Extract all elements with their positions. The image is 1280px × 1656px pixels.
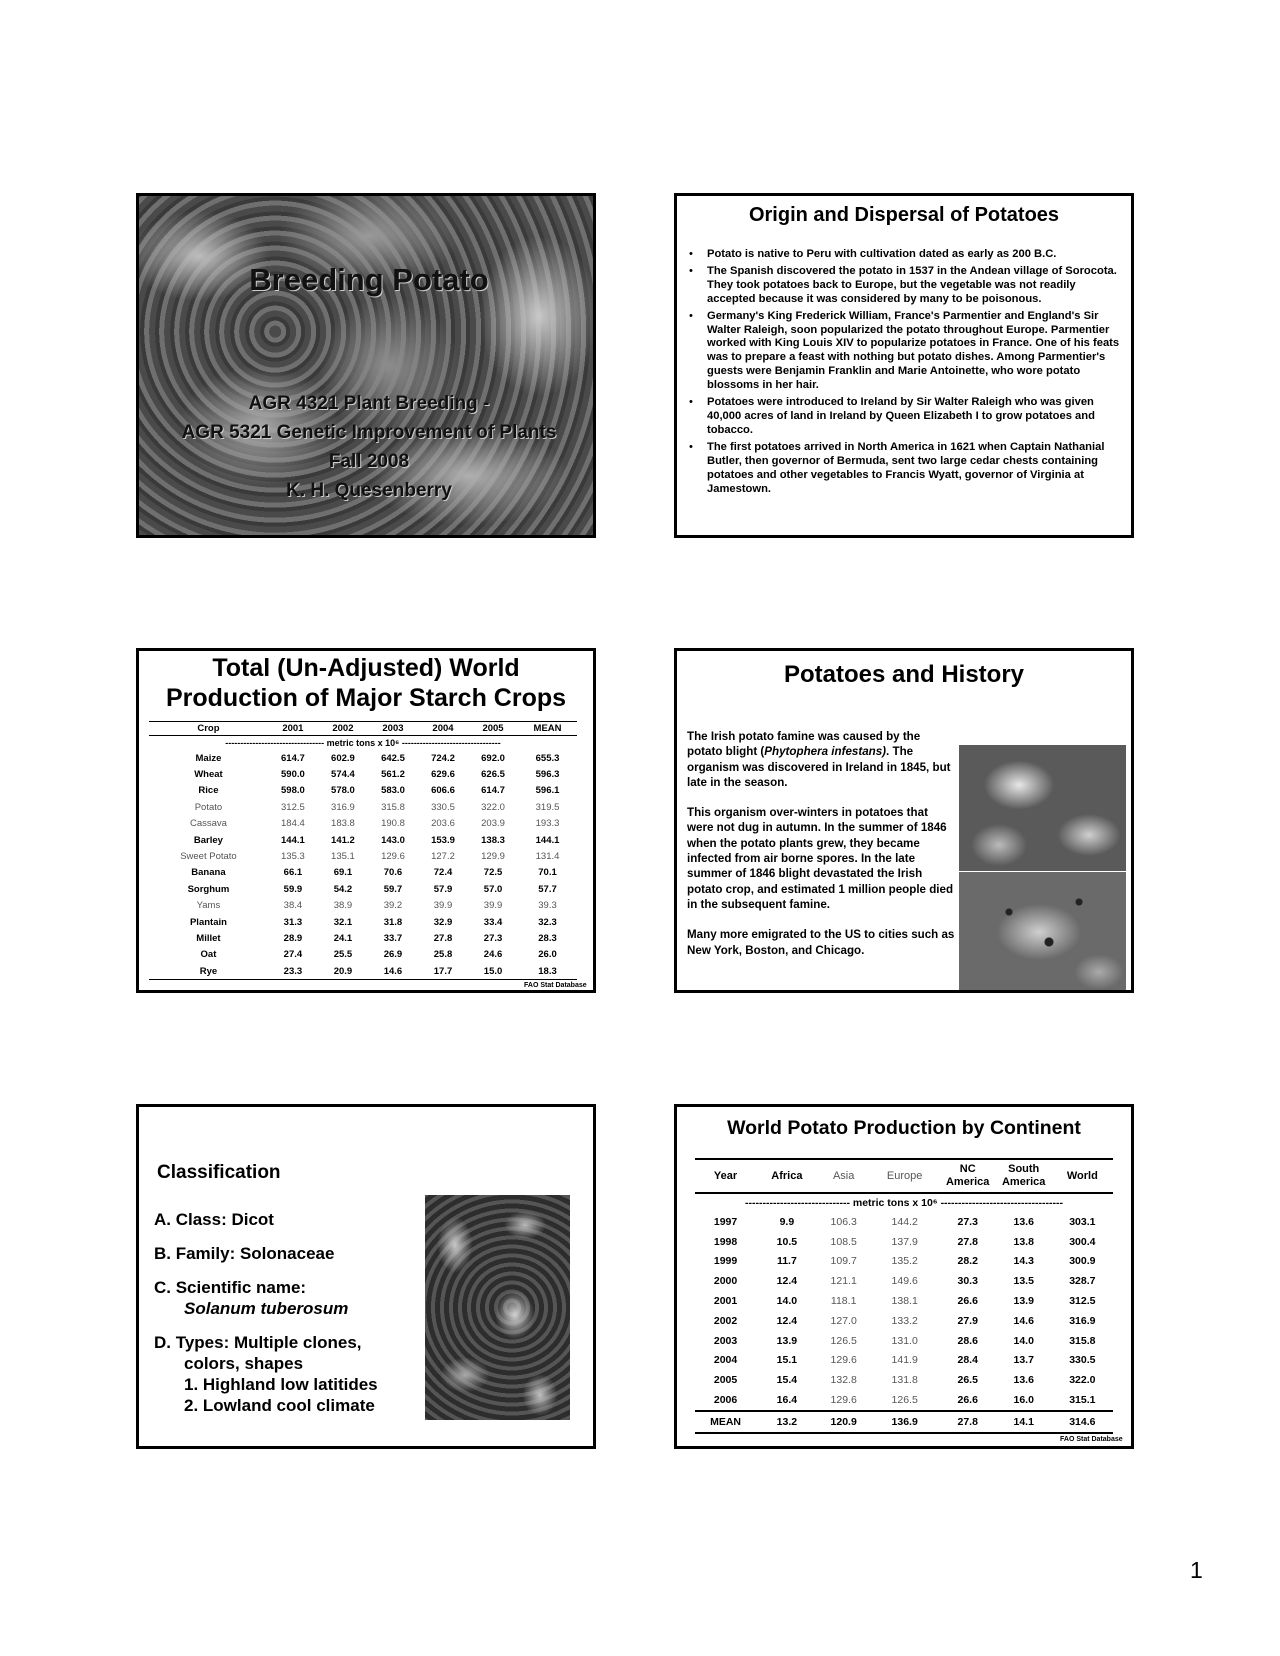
value-cell: 141.9 bbox=[891, 1354, 918, 1367]
crop-name-cell: Maize bbox=[195, 752, 222, 764]
year-cell: 2000 bbox=[713, 1275, 738, 1288]
table-row bbox=[149, 963, 577, 980]
value-cell: 692.0 bbox=[481, 752, 505, 764]
value-cell: 28.6 bbox=[957, 1334, 978, 1347]
table-row bbox=[149, 898, 577, 914]
table-row bbox=[149, 832, 577, 848]
paragraph: Many more emigrated to the US to cities such as New York, Boston, and Chicago. bbox=[687, 928, 955, 957]
mean-row bbox=[695, 1411, 1113, 1433]
value-cell: 16.0 bbox=[1013, 1394, 1034, 1407]
table-row bbox=[695, 1331, 1113, 1351]
unit-row: --------------------------------- metric tons x 10⁶ --------------------------------- bbox=[225, 738, 501, 748]
table-row bbox=[695, 1291, 1113, 1311]
slide5-heading: Classification bbox=[157, 1162, 281, 1183]
value-cell: 57.7 bbox=[538, 883, 557, 895]
value-cell: 26.6 bbox=[957, 1394, 978, 1407]
mean-value: 136.9 bbox=[870, 1411, 940, 1433]
value-cell: 319.5 bbox=[535, 801, 560, 813]
value-cell: 33.7 bbox=[383, 932, 403, 944]
value-cell: 184.4 bbox=[281, 818, 305, 830]
value-cell: 26.6 bbox=[957, 1295, 978, 1308]
value-cell: 126.5 bbox=[830, 1334, 857, 1347]
value-cell: 143.0 bbox=[381, 834, 405, 846]
table-row bbox=[149, 947, 577, 963]
table-row bbox=[149, 848, 577, 864]
value-cell: 629.6 bbox=[431, 769, 455, 781]
crop-name-cell: Yams bbox=[196, 900, 221, 912]
text-run: . The organism was discovered in Ireland in 1845, but late in the season. bbox=[687, 745, 951, 789]
value-cell: 606.6 bbox=[431, 785, 455, 797]
value-cell: 14.6 bbox=[368, 963, 418, 980]
table-row bbox=[695, 1311, 1113, 1331]
column-header: Crop bbox=[149, 722, 268, 736]
scientific-name: Solanum tuberosum bbox=[184, 1299, 349, 1318]
slide4-title: Potatoes and History bbox=[783, 661, 1025, 688]
potato-photo bbox=[425, 1195, 570, 1420]
value-cell: 137.9 bbox=[891, 1235, 918, 1248]
slide4-body bbox=[687, 729, 955, 973]
value-cell: 33.4 bbox=[483, 916, 503, 928]
value-cell: 14.6 bbox=[1013, 1314, 1034, 1327]
value-cell: 626.5 bbox=[481, 769, 505, 781]
value-cell: 300.9 bbox=[1069, 1255, 1096, 1268]
value-cell: 133.2 bbox=[891, 1314, 918, 1327]
value-cell: 27.3 bbox=[483, 932, 503, 944]
value-cell: 322.0 bbox=[1069, 1374, 1096, 1387]
value-cell: 190.8 bbox=[381, 818, 405, 830]
value-cell: 27.9 bbox=[957, 1314, 978, 1327]
slide1-title: Breeding Potato bbox=[249, 262, 489, 297]
value-cell: 24.1 bbox=[333, 932, 353, 944]
column-header: Year bbox=[695, 1159, 756, 1193]
year-cell: 2001 bbox=[713, 1295, 738, 1308]
value-cell: 28.4 bbox=[957, 1354, 978, 1367]
value-cell: 127.0 bbox=[830, 1314, 857, 1327]
slide-history bbox=[674, 648, 1134, 993]
value-cell: 15.4 bbox=[776, 1374, 798, 1387]
column-header: 2002 bbox=[318, 722, 368, 736]
value-cell: 12.4 bbox=[776, 1314, 798, 1327]
value-cell: 129.6 bbox=[830, 1354, 857, 1367]
value-cell: 15.1 bbox=[776, 1354, 798, 1367]
value-cell: 11.7 bbox=[776, 1255, 797, 1268]
value-cell: 23.3 bbox=[268, 963, 318, 980]
value-cell: 578.0 bbox=[331, 785, 355, 797]
value-cell: 13.6 bbox=[1013, 1374, 1034, 1387]
value-cell: 655.3 bbox=[535, 752, 560, 764]
value-cell: 590.0 bbox=[281, 769, 305, 781]
value-cell: 31.8 bbox=[383, 916, 403, 928]
value-cell: 25.5 bbox=[333, 949, 353, 961]
type-lowland: 2. Lowland cool climate bbox=[184, 1396, 375, 1415]
value-cell: 57.9 bbox=[433, 883, 453, 895]
crop-name-cell: Cassava bbox=[189, 818, 227, 830]
value-cell: 14.0 bbox=[776, 1295, 798, 1308]
value-cell: 316.9 bbox=[1069, 1314, 1096, 1327]
table-row bbox=[149, 750, 577, 766]
bullet-item: • The Spanish discovered the potato in 1537 in the Andean village of Sorocota. They took potatoes back to Europe, but the vegetable was not readily accepted because it was considered by many to be poisonous. bbox=[687, 265, 1123, 307]
value-cell: 300.4 bbox=[1069, 1235, 1096, 1248]
table-row bbox=[149, 930, 577, 946]
column-header: 2004 bbox=[418, 722, 468, 736]
table-header-row bbox=[695, 1159, 1113, 1193]
slide-continent-production bbox=[674, 1104, 1134, 1449]
bullet-item: • The first potatoes arrived in North America in 1621 when Captain Nathanial Butler, then governor of Bermuda, sent two large cedar chests containing potatoes and other vegetables to Francis Wyatt, governor of Virginia at Jamestown. bbox=[687, 441, 1123, 497]
value-cell: 28.2 bbox=[957, 1255, 978, 1268]
bullet-item: • Germany's King Frederick William, France's Parmentier and England's Sir Walter Raleigh, soon popularized the potato throughout Europe. Parmentier worked with King Louis XIV to popularize potatoes in France. One of his feats was to prepare a feast with nothing but potato dishes. Among Parmentier's guests were Benjamin Franklin and Marie Antoinette, who wore potato blossoms in her hair. bbox=[687, 310, 1123, 393]
continent-table bbox=[695, 1158, 1113, 1434]
value-cell: 121.1 bbox=[830, 1275, 857, 1288]
value-cell: 9.9 bbox=[779, 1215, 795, 1228]
value-cell: 27.8 bbox=[957, 1235, 978, 1248]
value-cell: 30.3 bbox=[957, 1275, 978, 1288]
value-cell: 32.1 bbox=[333, 916, 353, 928]
value-cell: 153.9 bbox=[431, 834, 455, 846]
value-cell: 126.5 bbox=[891, 1394, 918, 1407]
value-cell: 106.3 bbox=[830, 1215, 857, 1228]
value-cell: 193.3 bbox=[535, 818, 560, 830]
value-cell: 70.6 bbox=[383, 867, 403, 879]
value-cell: 131.4 bbox=[535, 851, 560, 863]
value-cell: 315.1 bbox=[1069, 1394, 1096, 1407]
value-cell: 27.4 bbox=[283, 949, 303, 961]
value-cell: 108.5 bbox=[830, 1235, 857, 1248]
column-header: Europe bbox=[870, 1159, 940, 1193]
year-cell: 2005 bbox=[713, 1374, 738, 1387]
table-row bbox=[149, 766, 577, 782]
table-row bbox=[149, 865, 577, 881]
source-credit: FAO Stat Database bbox=[1060, 1436, 1123, 1443]
value-cell: 70.1 bbox=[538, 867, 557, 879]
class-item: A. Class: Dicot bbox=[154, 1210, 274, 1229]
crop-name-cell: Wheat bbox=[194, 769, 223, 781]
value-cell: 109.7 bbox=[830, 1255, 857, 1268]
value-cell: 20.9 bbox=[318, 963, 368, 980]
year-cell: 1999 bbox=[713, 1255, 738, 1268]
value-cell: 13.5 bbox=[1013, 1275, 1034, 1288]
value-cell: 614.7 bbox=[481, 785, 505, 797]
column-header: 2005 bbox=[468, 722, 518, 736]
table-row bbox=[695, 1351, 1113, 1371]
value-cell: 18.3 bbox=[518, 963, 577, 980]
mean-value: 14.1 bbox=[996, 1411, 1052, 1433]
slide1-course2: AGR 5321 Genetic Improvement of Plants bbox=[181, 422, 557, 443]
bullet-item: • Potatoes were introduced to Ireland by Sir Walter Raleigh who was given 40,000 acres of land in Ireland by Queen Elizabeth I to grow potatoes and tobacco. bbox=[687, 396, 1123, 438]
value-cell: 303.1 bbox=[1069, 1215, 1096, 1228]
value-cell: 315.8 bbox=[381, 801, 405, 813]
value-cell: 26.9 bbox=[383, 949, 403, 961]
paragraph: This organism over-winters in potatoes that were not dug in autumn. In the summer of 1846 when the potato plants grew, they became infected from air borne spores. In the late summer of 1846 blight devastated the Irish potato crop, and estimated 1 million people died in the subsequent famine. bbox=[687, 806, 954, 911]
value-cell: 17.7 bbox=[418, 963, 468, 980]
value-cell: 144.1 bbox=[535, 834, 560, 846]
value-cell: 203.9 bbox=[481, 818, 505, 830]
column-header: Asia bbox=[818, 1159, 870, 1193]
table-row bbox=[695, 1370, 1113, 1390]
value-cell: 13.8 bbox=[1013, 1235, 1034, 1248]
column-header: World bbox=[1052, 1159, 1113, 1193]
column-header: MEAN bbox=[518, 722, 577, 736]
value-cell: 132.8 bbox=[830, 1374, 857, 1387]
blighted-leaf-photo bbox=[959, 872, 1126, 992]
table-header-row bbox=[149, 722, 577, 736]
column-header: Africa bbox=[756, 1159, 818, 1193]
value-cell: 614.7 bbox=[281, 752, 305, 764]
value-cell: 69.1 bbox=[333, 867, 353, 879]
value-cell: 28.3 bbox=[538, 932, 557, 944]
types-item-cont: colors, shapes bbox=[184, 1354, 304, 1373]
value-cell: 39.3 bbox=[538, 900, 557, 912]
table-row bbox=[695, 1232, 1113, 1252]
unit-row: ------------------------------ metric tons x 10⁶ ----------------------------------- bbox=[745, 1197, 1063, 1209]
table-row bbox=[149, 881, 577, 897]
value-cell: 149.6 bbox=[891, 1275, 918, 1288]
table-row bbox=[695, 1271, 1113, 1291]
value-cell: 32.9 bbox=[433, 916, 453, 928]
value-cell: 59.7 bbox=[383, 883, 403, 895]
value-cell: 138.1 bbox=[891, 1295, 918, 1308]
value-cell: 129.6 bbox=[381, 851, 405, 863]
value-cell: 13.7 bbox=[1013, 1354, 1034, 1367]
value-cell: 330.5 bbox=[431, 801, 455, 813]
value-cell: 59.9 bbox=[283, 883, 303, 895]
value-cell: 12.4 bbox=[776, 1275, 798, 1288]
value-cell: 66.1 bbox=[283, 867, 303, 879]
crop-name-cell: Sweet Potato bbox=[180, 851, 237, 863]
mean-value: 314.6 bbox=[1052, 1411, 1113, 1433]
mean-value: 120.9 bbox=[818, 1411, 870, 1433]
value-cell: 39.9 bbox=[483, 900, 503, 912]
crop-name-cell: Sorghum bbox=[187, 883, 230, 895]
table-row bbox=[695, 1252, 1113, 1272]
crop-name-cell: Potato bbox=[194, 801, 223, 813]
value-cell: 13.9 bbox=[1013, 1295, 1034, 1308]
value-cell: 24.6 bbox=[483, 949, 503, 961]
value-cell: 16.4 bbox=[776, 1394, 798, 1407]
column-header: 2003 bbox=[368, 722, 418, 736]
value-cell: 602.9 bbox=[331, 752, 355, 764]
text-run: The Irish potato famine was caused by the potato blight ( bbox=[687, 730, 921, 759]
value-cell: 598.0 bbox=[281, 785, 305, 797]
table-row bbox=[149, 816, 577, 832]
bullet-item: • Potato is native to Peru with cultivation dated as early as 200 B.C. bbox=[687, 248, 1123, 262]
value-cell: 38.9 bbox=[333, 900, 353, 912]
paragraph bbox=[687, 729, 955, 790]
column-header: NC America bbox=[940, 1159, 996, 1193]
value-cell: 583.0 bbox=[381, 785, 405, 797]
value-cell: 183.8 bbox=[331, 818, 355, 830]
value-cell: 27.3 bbox=[957, 1215, 978, 1228]
value-cell: 28.9 bbox=[283, 932, 303, 944]
value-cell: 203.6 bbox=[431, 818, 455, 830]
mean-value: 27.8 bbox=[940, 1411, 996, 1433]
slide6-title: World Potato Production by Continent bbox=[727, 1117, 1081, 1139]
value-cell: 14.3 bbox=[1013, 1255, 1034, 1268]
crop-name-cell: Millet bbox=[196, 932, 221, 944]
value-cell: 39.2 bbox=[383, 900, 403, 912]
value-cell: 144.1 bbox=[281, 834, 305, 846]
value-cell: 724.2 bbox=[431, 752, 455, 764]
value-cell: 38.4 bbox=[283, 900, 303, 912]
year-cell: 2004 bbox=[713, 1354, 738, 1367]
value-cell: 315.8 bbox=[1069, 1334, 1096, 1347]
year-cell: 2006 bbox=[713, 1394, 738, 1407]
crop-name-cell: Plantain bbox=[189, 916, 227, 928]
slide-classification bbox=[136, 1104, 596, 1449]
value-cell: 328.7 bbox=[1069, 1275, 1096, 1288]
value-cell: 31.3 bbox=[283, 916, 303, 928]
value-cell: 141.2 bbox=[331, 834, 355, 846]
value-cell: 561.2 bbox=[381, 769, 405, 781]
value-cell: 322.0 bbox=[481, 801, 505, 813]
value-cell: 26.5 bbox=[957, 1374, 978, 1387]
slide3-title bbox=[139, 653, 593, 713]
value-cell: 312.5 bbox=[281, 801, 305, 813]
value-cell: 39.9 bbox=[433, 900, 453, 912]
value-cell: 32.3 bbox=[538, 916, 557, 928]
value-cell: 312.5 bbox=[1069, 1295, 1096, 1308]
slide3-title-line1: Total (Un-Adjusted) World bbox=[212, 654, 520, 682]
source-credit: FAO Stat Database bbox=[524, 982, 587, 989]
year-cell: 1998 bbox=[713, 1235, 738, 1248]
year-cell: 1997 bbox=[713, 1215, 738, 1228]
value-cell: 596.1 bbox=[535, 785, 560, 797]
leaf-photo bbox=[959, 745, 1126, 871]
value-cell: 135.1 bbox=[331, 851, 355, 863]
value-cell: 127.2 bbox=[431, 851, 455, 863]
value-cell: 131.0 bbox=[891, 1334, 918, 1347]
column-header: South America bbox=[996, 1159, 1052, 1193]
value-cell: 129.9 bbox=[481, 851, 505, 863]
slide1-author: K. H. Quesenberry bbox=[286, 480, 452, 501]
value-cell: 135.2 bbox=[891, 1255, 918, 1268]
value-cell: 57.0 bbox=[483, 883, 503, 895]
table-row bbox=[695, 1390, 1113, 1411]
value-cell: 574.4 bbox=[331, 769, 355, 781]
value-cell: 131.8 bbox=[891, 1374, 918, 1387]
value-cell: 27.8 bbox=[433, 932, 453, 944]
crop-name-cell: Rice bbox=[198, 785, 219, 797]
value-cell: 14.0 bbox=[1013, 1334, 1034, 1347]
year-cell: 2002 bbox=[713, 1314, 738, 1327]
crop-name-cell: Barley bbox=[193, 834, 223, 846]
value-cell: 144.2 bbox=[891, 1215, 918, 1228]
slide1-course1: AGR 4321 Plant Breeding - bbox=[248, 393, 490, 414]
slide2-title: Origin and Dispersal of Potatoes bbox=[748, 204, 1060, 226]
table-row bbox=[149, 914, 577, 930]
slide1-term: Fall 2008 bbox=[328, 451, 410, 472]
table-row bbox=[695, 1212, 1113, 1232]
value-cell: 15.0 bbox=[468, 963, 518, 980]
slide-starch-crops bbox=[136, 648, 596, 993]
type-highland: 1. Highland low latitides bbox=[184, 1375, 378, 1394]
value-cell: 10.5 bbox=[776, 1235, 798, 1248]
value-cell: 13.9 bbox=[776, 1334, 798, 1347]
value-cell: 642.5 bbox=[381, 752, 405, 764]
page-number: 1 bbox=[1190, 1557, 1203, 1583]
family-item: B. Family: Solonaceae bbox=[154, 1244, 335, 1263]
table-row bbox=[149, 783, 577, 799]
mean-value: 13.2 bbox=[756, 1411, 818, 1433]
value-cell: 118.1 bbox=[830, 1295, 857, 1308]
crop-name-cell: Oat bbox=[200, 949, 217, 961]
scientific-name-item: C. Scientific name: bbox=[154, 1278, 307, 1297]
value-cell: 129.6 bbox=[830, 1394, 857, 1407]
column-header: 2001 bbox=[268, 722, 318, 736]
value-cell: 25.8 bbox=[433, 949, 453, 961]
mean-label: MEAN bbox=[695, 1411, 756, 1433]
starch-crops-table bbox=[149, 721, 577, 980]
value-cell: 72.4 bbox=[433, 867, 453, 879]
value-cell: 54.2 bbox=[333, 883, 353, 895]
value-cell: 135.3 bbox=[281, 851, 305, 863]
value-cell: 316.9 bbox=[331, 801, 355, 813]
crop-name-cell: Rye bbox=[149, 963, 268, 980]
value-cell: 330.5 bbox=[1069, 1354, 1096, 1367]
value-cell: 596.3 bbox=[535, 769, 560, 781]
slide-origin bbox=[674, 193, 1134, 538]
value-cell: 13.6 bbox=[1013, 1215, 1034, 1228]
types-item: D. Types: Multiple clones, bbox=[154, 1333, 362, 1352]
slide-title bbox=[136, 193, 596, 538]
value-cell: 138.3 bbox=[481, 834, 505, 846]
table-row bbox=[149, 799, 577, 815]
value-cell: 26.0 bbox=[538, 949, 557, 961]
scientific-name: Phytophera infestans) bbox=[764, 745, 887, 759]
year-cell: 2003 bbox=[713, 1334, 738, 1347]
slide2-bullet-list bbox=[687, 248, 1123, 499]
slide3-title-line2: Production of Major Starch Crops bbox=[165, 684, 567, 712]
crop-name-cell: Banana bbox=[191, 867, 226, 879]
value-cell: 72.5 bbox=[483, 867, 503, 879]
